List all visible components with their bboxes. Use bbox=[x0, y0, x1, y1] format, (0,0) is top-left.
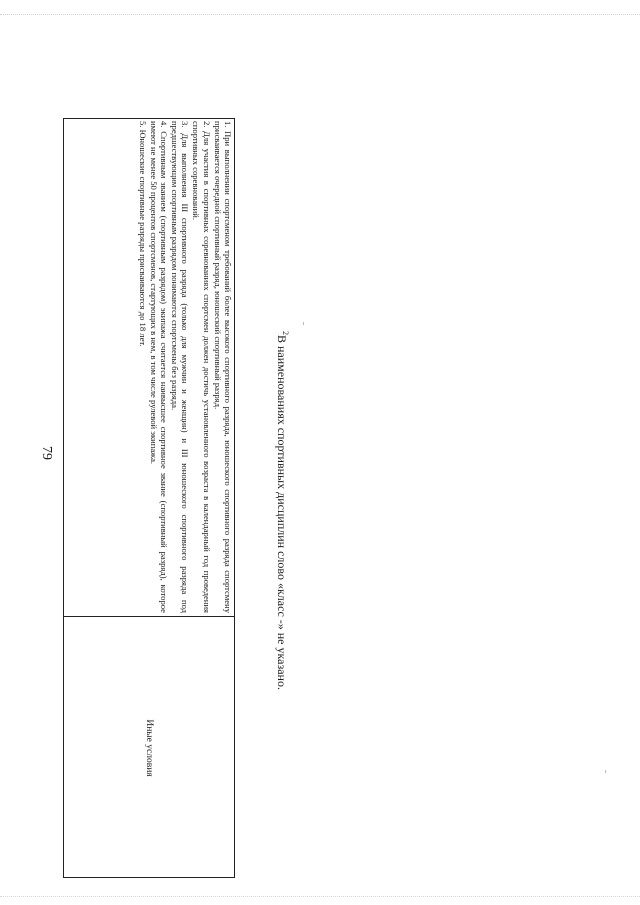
scan-speck bbox=[605, 770, 606, 773]
condition-item: 5. Юношеские спортивные разряды присваиваются до 18 лет. bbox=[137, 121, 148, 347]
footnote-text: В наименованиях спортивных дисциплин слово «класс -» не указано. bbox=[275, 335, 289, 690]
condition-item: 3. Для выполнения III спортивного разряда (только для мужчин и женщин) и III юношеского спортивного разряда под предшествующим спортивным разрядом понимаются спортсмены без разряда. bbox=[169, 121, 191, 613]
condition-item: 2. Для участия в спортивных соревнованиях спортсмен должен достичь установленного возраста в календарный год проведения спортивных соревнований. bbox=[191, 121, 212, 613]
footnote-marker: 2 bbox=[281, 331, 290, 335]
scan-speck bbox=[303, 322, 304, 325]
scan-edge-top bbox=[0, 0, 640, 15]
table-content-cell bbox=[66, 120, 234, 614]
page-number: 79 bbox=[39, 446, 54, 460]
table-label: Иные условия bbox=[144, 718, 154, 777]
conditions-list bbox=[67, 121, 233, 613]
footnote bbox=[274, 331, 296, 891]
scan-edge-bottom bbox=[0, 896, 640, 905]
table-label-cell bbox=[63, 617, 235, 878]
condition-item: 1. При выполнении спортсменом требований более высокого спортивного разряда, юношеского спортивного разряда спортсмену присваивается очередной спортивный разряд, юношеский спортивный разряд. bbox=[212, 121, 233, 613]
condition-item: 4. Спортивным званием (спортивным разрядом) экипажа считается наивысшее спортивное звание (спортивный разряд), которое имеют не менее 50 процентов спортсменов, стартующих в нем, в том числе рулевой экипажа. bbox=[148, 121, 170, 613]
